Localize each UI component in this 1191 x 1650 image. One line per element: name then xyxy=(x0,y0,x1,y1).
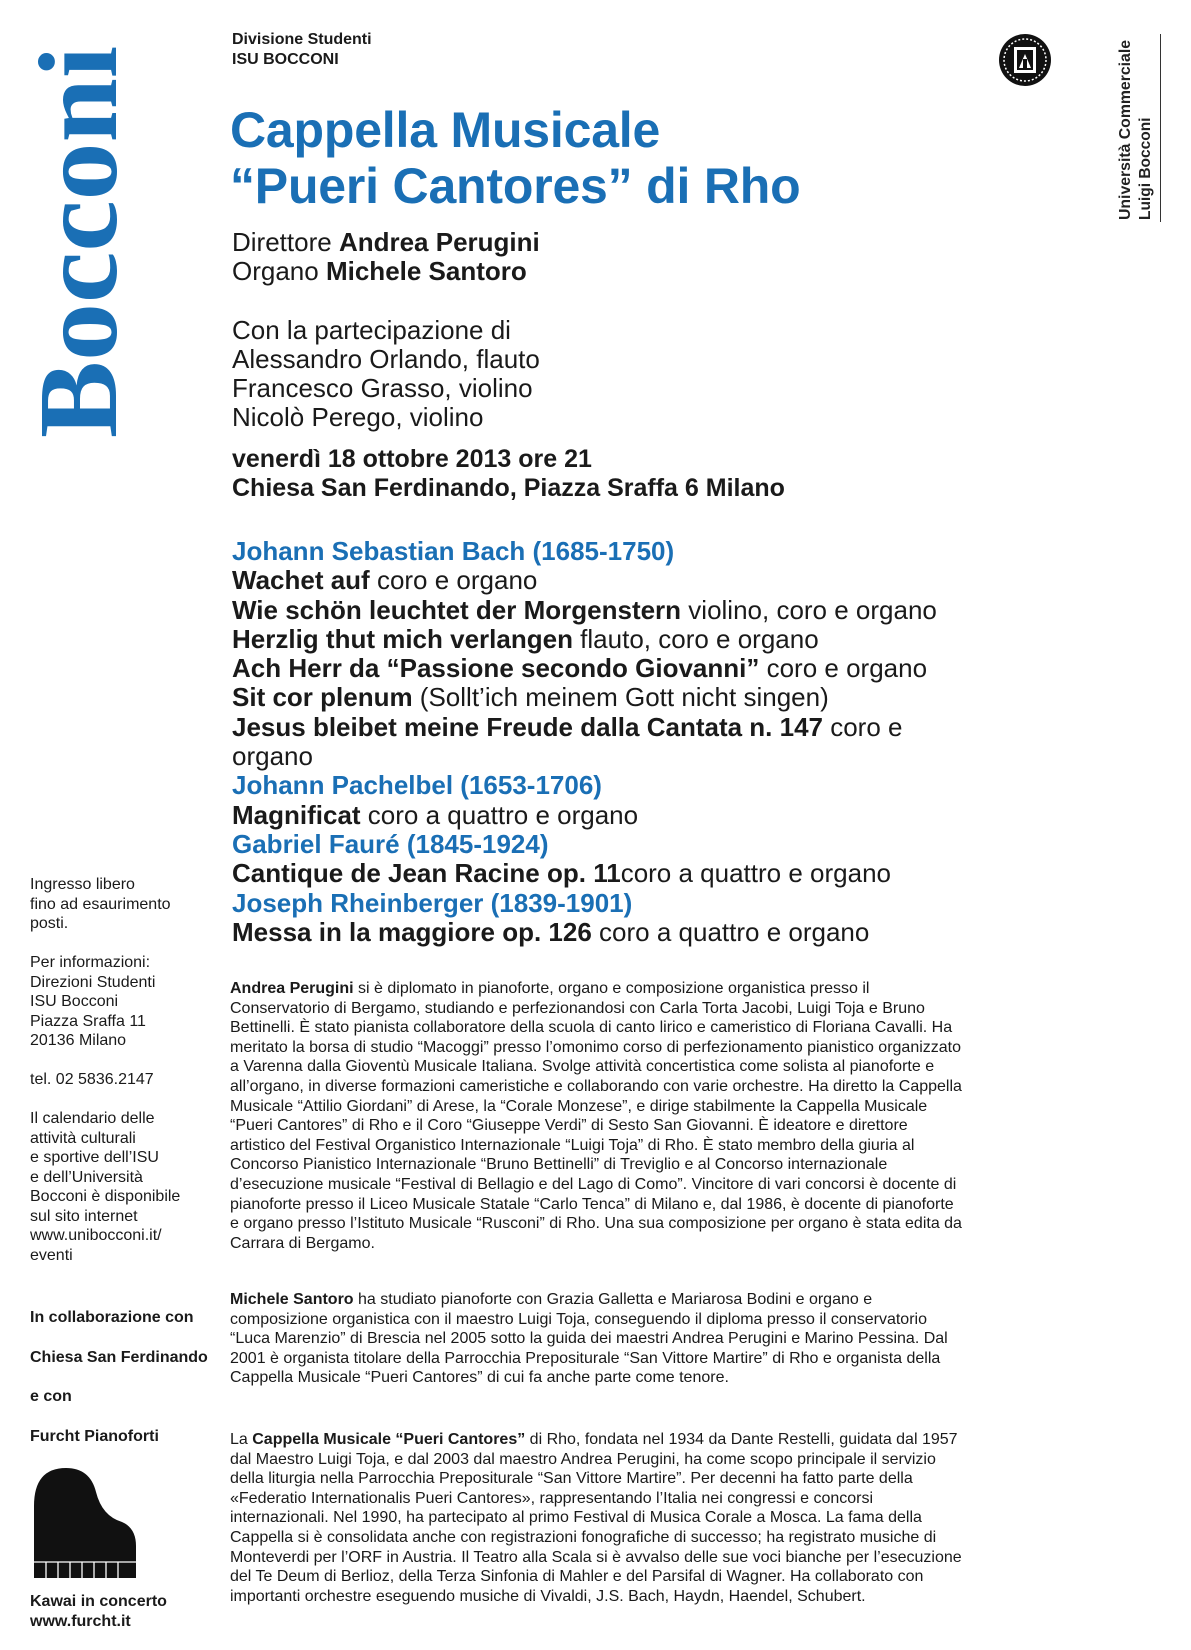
director-name: Andrea Perugini xyxy=(338,227,540,257)
furcht-link[interactable]: www.furcht.it xyxy=(30,1612,131,1630)
logo-text: Bocconi xyxy=(17,58,141,438)
work-detail: coro e organo xyxy=(232,711,903,772)
concert-program xyxy=(232,537,952,947)
bio-text: di Rho, fondata nel 1934 da Dante Restelli, guidata dal 1957 dal Maestro Luigi Toja, e dal 2003 dal maestro Andrea Perugini, ha come scopo principale il servizio della liturgia nella Parrocchia Prepositurale “San Vittore Martire”. Per decenni ha fatto parte della «Federatio Internationalis Pueri Cantores», rappresentando l’Italia nei congressi e concorsi internazionali. Nel 1990, ha partecipato al primo Festival di Musica Corale a Mosca. La fama della Cappella si è consolidata anche con registrazioni fonografiche di successo; ha registrato musiche di Monteverdi per l’ORF in Austria. Il Teatro alla Scala si è avvalso delle sue voci bianche per l’esecuzione del Te Deum di Berlioz, della Terza Sinfonia di Mahler e del Parsifal di Wagner. Ha collaborato con importanti orchestre eseguendo musiche di Vivaldi, J.S. Bach, Haydn, Haendel, Schubert. xyxy=(230,1431,962,1605)
work-detail: violino, coro e organo xyxy=(681,594,937,625)
sidebar-line: fino ad esaurimento xyxy=(30,895,171,913)
sidebar-info xyxy=(30,875,230,1265)
composer-heading: Johann Sebastian Bach (1685-1750) xyxy=(232,536,675,566)
work-title: Messa in la maggiore op. 126 xyxy=(232,916,592,947)
participation-intro: Con la partecipazione di xyxy=(232,315,511,345)
work-detail: coro a quattro e organo xyxy=(620,858,891,889)
collab-partner: Chiesa San Ferdinando xyxy=(30,1348,208,1366)
performer: Alessandro Orlando, flauto xyxy=(232,344,540,374)
organ-label: Organo xyxy=(232,256,319,286)
sidebar-line: Il calendario delle xyxy=(30,1110,155,1127)
sidebar-line: Direzioni Studenti xyxy=(30,973,156,991)
website-link[interactable]: eventi xyxy=(30,1246,73,1264)
program-item xyxy=(232,713,952,772)
program-item xyxy=(232,654,952,683)
university-line: Università Commerciale xyxy=(1117,43,1134,220)
title-line: Cappella Musicale xyxy=(230,102,661,158)
program-item xyxy=(232,859,952,888)
collab-label: e con xyxy=(30,1388,72,1405)
work-detail: coro a quattro e organo xyxy=(591,916,870,947)
composer-heading: Gabriel Fauré (1845-1924) xyxy=(232,828,549,859)
program-item xyxy=(232,801,952,830)
sidebar-line: Ingresso libero xyxy=(30,876,135,893)
university-name xyxy=(1104,34,1164,224)
grand-piano-icon xyxy=(32,1466,138,1580)
sidebar-line: Per informazioni: xyxy=(30,954,151,971)
division-header xyxy=(232,30,372,70)
sidebar-line: 20136 Milano xyxy=(30,1032,127,1049)
work-title: Sit cor plenum xyxy=(232,682,413,713)
work-title: Magnificat xyxy=(232,799,361,830)
divider xyxy=(1160,34,1161,222)
director-label: Direttore xyxy=(232,227,332,257)
sidebar-line: posti. xyxy=(30,915,69,932)
work-title: Cantique de Jean Racine op. 11 xyxy=(232,858,621,889)
work-title: Jesus bleibet meine Freude dalla Cantata n. 147 xyxy=(232,711,823,742)
event-info xyxy=(232,445,785,503)
participation-block xyxy=(232,316,540,432)
division-line: ISU BOCCONI xyxy=(232,51,339,68)
university-seal-icon xyxy=(998,33,1052,87)
sidebar-line: e dell’Università xyxy=(30,1168,143,1186)
collab-label: In collaborazione con xyxy=(30,1309,194,1326)
bio-name: Cappella Musicale “Pueri Cantores” xyxy=(252,1431,526,1448)
division-line: Divisione Studenti xyxy=(232,31,372,48)
work-detail: coro a quattro e organo xyxy=(360,799,639,830)
website-link[interactable]: www.unibocconi.it/ xyxy=(30,1227,162,1244)
bio-text: si è diplomato in pianoforte, organo e composizione organistica presso il Conservatorio di Bergamo, studiando e perfezionandosi con Carla Torta Jacobi, Luigi Toja e Bruno Bettinelli. È stato pianista collaboratore della scuola di canto lirico e cameristico di Floriana Cavalli. Ha meritato la borsa di studio “Macoggi” presso l’omonimo corso di perfezionamento pianistico organizzato a Varenna dalla Gioventù Musicale Italiana. Svolge attività concertistica come solista al pianoforte e all’organo, in diverse formazioni cameristiche e collaborando con varie orchestre. Ha diretto la Cappella Musicale “Attilio Giordani” di Arese, la “Corale Monzese”, e dirige stabilmente la Cappella Musicale “Pueri Cantores” di Rho e il Coro “Giuseppe Verdi” di Sesto San Giovanni. È ideatore e direttore artistico del Festival Organistico Internazionale “Luigi Toja” di Rho. È stato membro della giuria al Concorso Pianistico Internazionale “Bruno Bettinelli” di Treviglio e al Concorso internazionale d’esecuzione musicale “Festival di Bellagio e del Lago di Como”. Vincitore di vari concorsi è docente di pianoforte presso il Liceo Musicale Statale “Carlo Tenca” di Milano e, dal 1986, è docente di pianoforte e organo presso l’Istituto Musicale “Rusconi” di Rho. Una sua composizione per organo è stata edita da Carrara di Bergamo. xyxy=(230,980,962,1252)
program-item xyxy=(232,918,952,947)
bio-prefix: La xyxy=(230,1431,253,1448)
sidebar-line: attività culturali xyxy=(30,1129,136,1147)
work-detail: coro e organo xyxy=(759,653,928,684)
collab-partner: Furcht Pianoforti xyxy=(30,1427,159,1445)
bio-name: Michele Santoro xyxy=(230,1291,354,1308)
bio-text: ha studiato pianoforte con Grazia Galletta e Mariarosa Bodini e organo e composizione organistica con il maestro Luigi Toja, conseguendo il diploma presso il conservatorio “Luca Marenzio” di Brescia nel 2005 sotto la guida dei maestri Andrea Perugini e Marino Pessina. Dal 2001 è organista titolare della Parrocchia Prepositurale “San Vittore Martire” di Rho e organista della Cappella Musicale “Pueri Cantores” di cui fa anche parte come tenore. xyxy=(230,1291,948,1387)
bocconi-logo xyxy=(17,26,141,446)
sidebar-line: sul sito internet xyxy=(30,1207,138,1225)
performer: Nicolò Perego, violino xyxy=(232,402,484,432)
composer-heading: Joseph Rheinberger (1839-1901) xyxy=(232,887,633,918)
kawai-label: Kawai in concerto xyxy=(30,1593,167,1610)
bio-name: Andrea Perugini xyxy=(230,980,354,997)
sidebar-line: Bocconi è disponibile xyxy=(30,1188,181,1205)
sidebar-line: Piazza Sraffa 11 xyxy=(30,1012,146,1030)
event-venue: Chiesa San Ferdinando, Piazza Sraffa 6 Milano xyxy=(232,474,785,502)
composer-heading: Johann Pachelbel (1653-1706) xyxy=(232,770,602,801)
university-line: Luigi Bocconi xyxy=(1137,117,1154,220)
program-item xyxy=(232,625,952,654)
event-date: venerdì 18 ottobre 2013 ore 21 xyxy=(232,445,592,473)
work-detail: coro e organo xyxy=(369,565,538,596)
work-detail: (Sollt’ich meinem Gott nicht singen) xyxy=(412,682,829,713)
sidebar-line: e sportive dell’ISU xyxy=(30,1149,159,1166)
bio-paragraph xyxy=(230,1290,965,1388)
program-item xyxy=(232,596,952,625)
director-line xyxy=(232,228,540,257)
phone-number: tel. 02 5836.2147 xyxy=(30,1071,154,1088)
organist-name: Michele Santoro xyxy=(325,256,527,286)
bio-paragraph xyxy=(230,979,965,1253)
work-title: Wachet auf xyxy=(232,565,370,596)
organist-line xyxy=(232,257,540,286)
kawai-block xyxy=(30,1592,167,1631)
work-title: Ach Herr da “Passione secondo Giovanni” xyxy=(232,653,760,684)
sidebar-line: ISU Bocconi xyxy=(30,993,119,1010)
bio-paragraph xyxy=(230,1430,965,1606)
program-item xyxy=(232,683,952,712)
page-title xyxy=(230,102,800,214)
work-detail: flauto, coro e organo xyxy=(572,623,819,654)
work-title: Herzlig thut mich verlangen xyxy=(232,623,573,654)
work-title: Wie schön leuchtet der Morgenstern xyxy=(232,594,682,625)
program-item xyxy=(232,566,952,595)
directors-block xyxy=(232,228,540,286)
collaboration-block xyxy=(30,1308,230,1466)
title-line: “Pueri Cantores” di Rho xyxy=(230,158,801,214)
performer: Francesco Grasso, violino xyxy=(232,373,533,403)
